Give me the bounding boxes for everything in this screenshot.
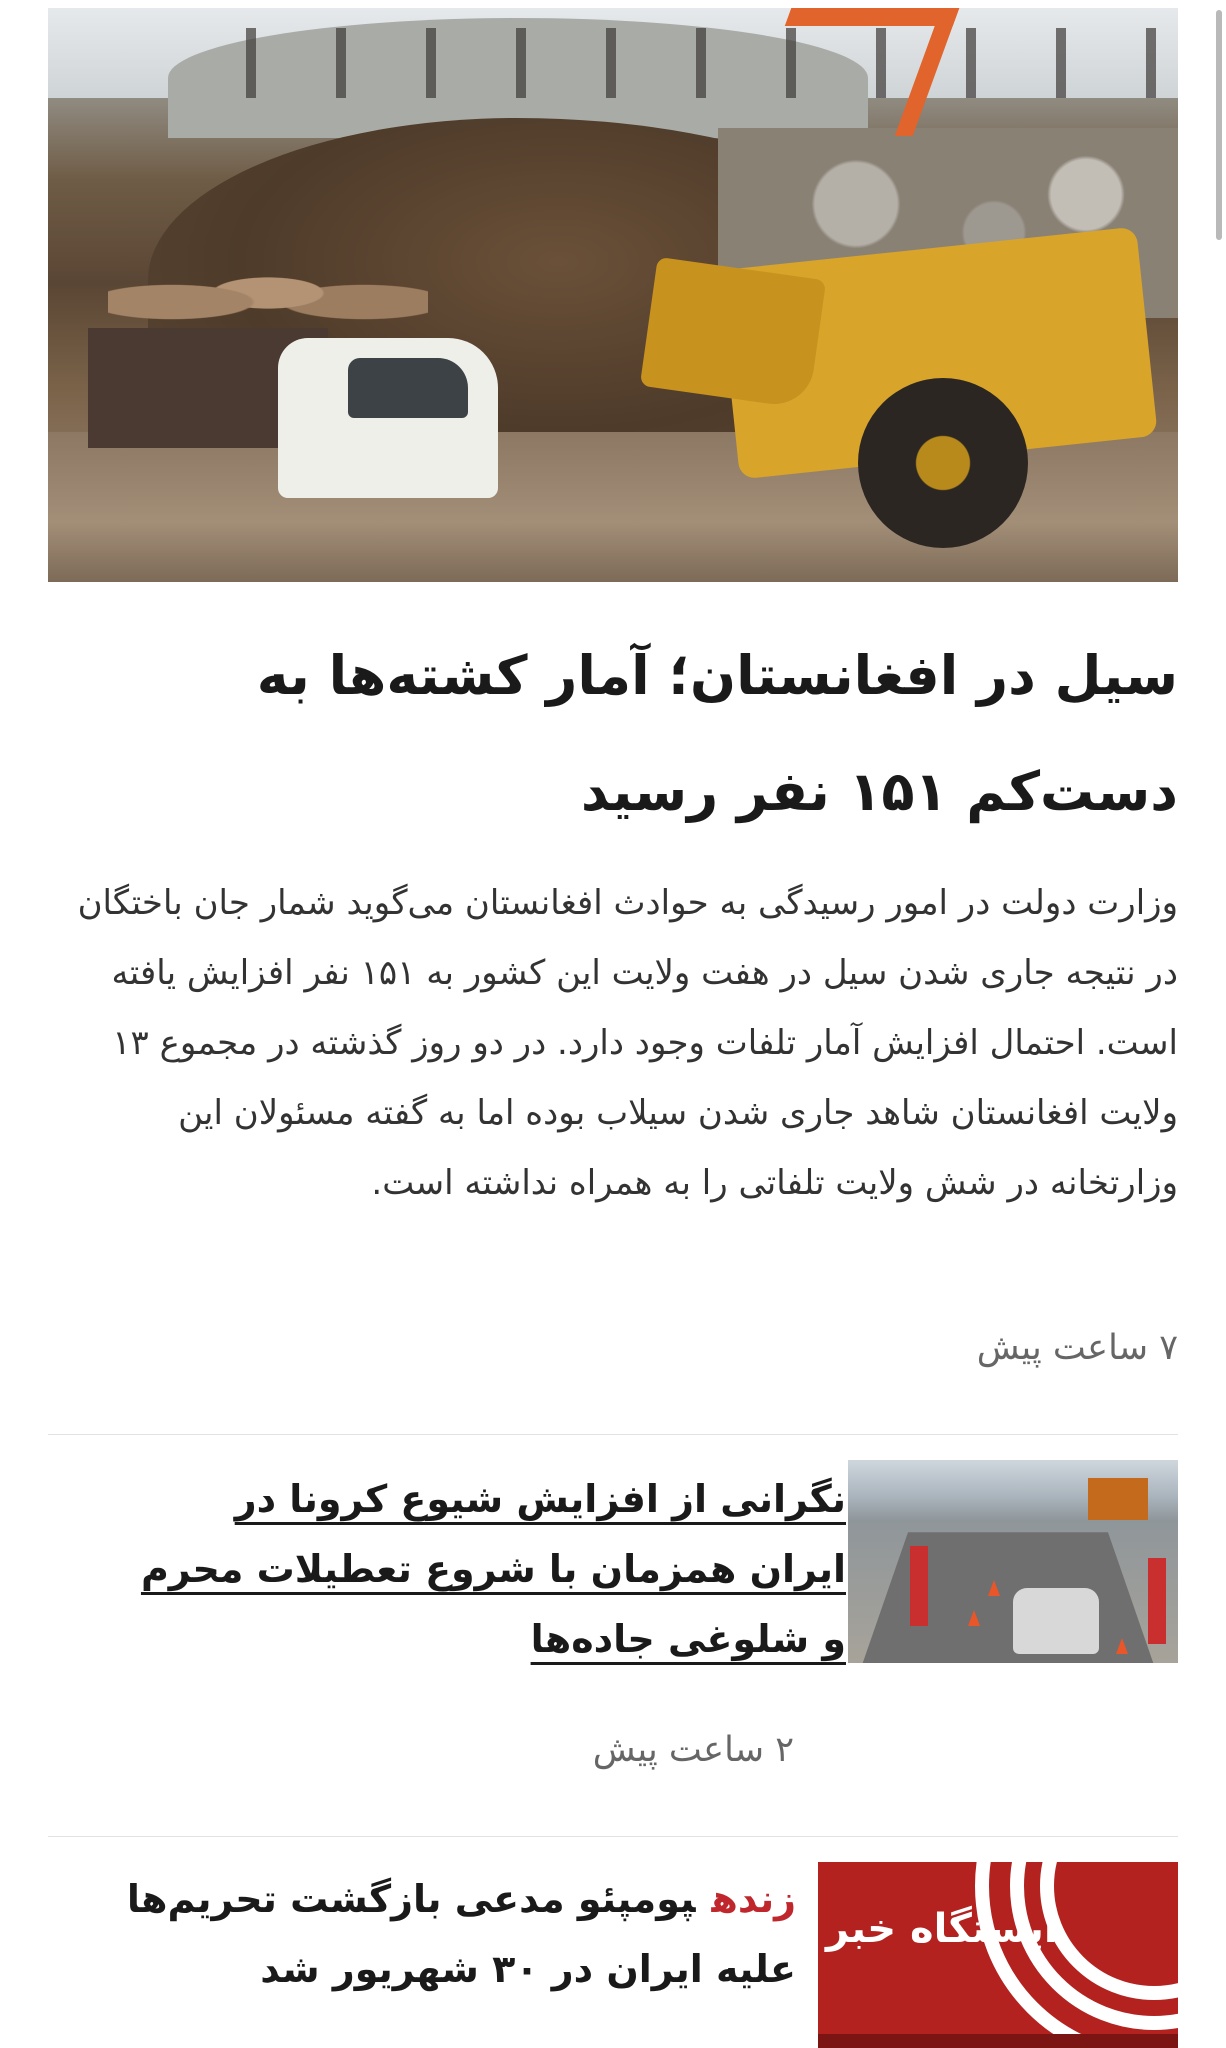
top-story-summary: وزارت دولت در امور رسیدگی به حوادث افغانستان می‌گوید شمار جان باختگان در نتیجه جاری شدن سیل در هفت ولایت این کشور به ۱۵۱ نفر افزایش یافته است. احتمال افزایش آمار تلفات وجود دارد. در دو روز گذشته در مجموع ۱۳ ولایت افغانستان شاهد جاری شدن سیلاب بوده اما به گفته مسئولان این وزارتخانه در شش ولایت تلفاتی را به همراه نداشته است. bbox=[77, 883, 1178, 1203]
item-1-text bbox=[126, 1464, 846, 1674]
item-2-title[interactable]: پومپئو مدعی بازگشت تحریم‌ها علیه ایران در ۳۰ شهریور شد bbox=[126, 1877, 796, 1991]
item-1-thumbnail[interactable] bbox=[848, 1460, 1178, 1663]
scrollbar[interactable] bbox=[1216, 10, 1222, 240]
image-crowd bbox=[208, 28, 1168, 98]
live-badge: زنده bbox=[711, 1877, 796, 1921]
item-1-time: ۲ ساعت پیش bbox=[592, 1730, 794, 1770]
image-loader-bucket bbox=[640, 257, 826, 409]
top-story-time: ۷ ساعت پیش bbox=[976, 1328, 1178, 1368]
item-2-thumb-label: ایستگاه خبر bbox=[826, 1906, 1058, 1952]
item-2-text bbox=[116, 1864, 796, 2004]
item-2-thumbnail[interactable] bbox=[818, 1862, 1178, 2048]
item-1-title[interactable]: نگرانی از افزایش شیوع کرونا در ایران همزمان با شروع تعطیلات محرم و شلوغی جاده‌ها bbox=[140, 1477, 846, 1661]
item-2-thumb-bar bbox=[818, 2034, 1178, 2048]
divider bbox=[48, 1434, 1178, 1435]
image-sacks bbox=[108, 248, 428, 338]
top-story-image[interactable] bbox=[48, 8, 1178, 582]
image-loader-wheel bbox=[858, 378, 1028, 548]
image-truck bbox=[88, 328, 508, 508]
divider bbox=[48, 1836, 1178, 1837]
top-story-headline[interactable]: سیل در افغانستان؛ آمار کشته‌ها به دست‌کم ۱۵۱ نفر رسید bbox=[256, 644, 1178, 823]
item-2-title-line[interactable] bbox=[116, 1864, 796, 2004]
